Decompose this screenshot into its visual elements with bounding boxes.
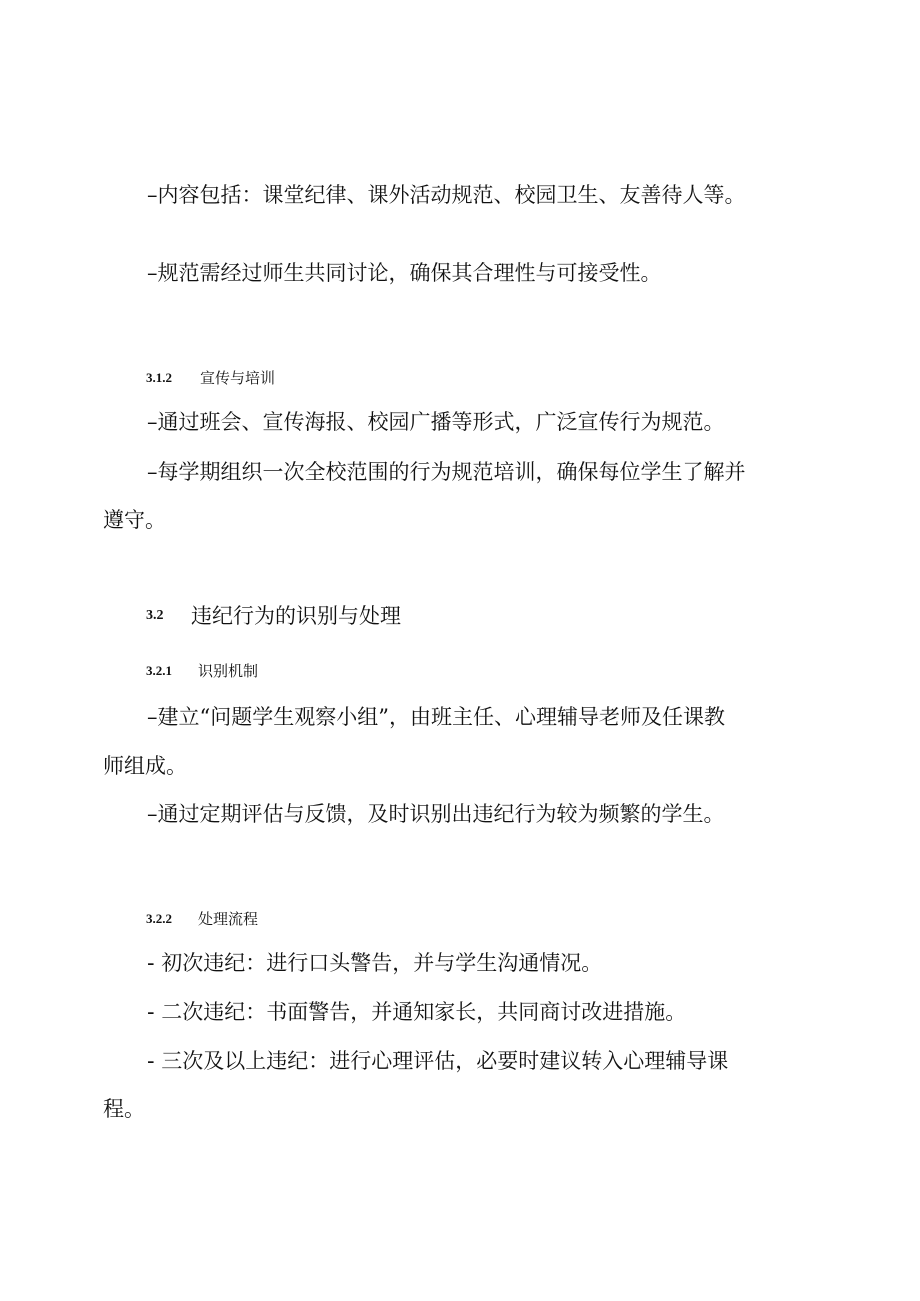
- step-third-violation-line1: [147, 1046, 728, 1076]
- section-title-3-2-1: 识别机制: [198, 662, 259, 680]
- step-first-label: - 初次违纪: [147, 951, 246, 975]
- step-second-text: ：书面警告，并通知家长，共同商讨改进措施。: [245, 1000, 687, 1024]
- step-first-violation: [147, 948, 602, 978]
- paragraph-publicity: –通过班会、宣传海报、校园广播等形式，广泛宣传行为规范。: [147, 410, 725, 434]
- step-third-label: - 三次及以上违纪: [147, 1049, 309, 1073]
- paragraph-content-list: –内容包括：课堂纪律、课外活动规范、校园卫生、友善待人等。: [147, 183, 746, 207]
- paragraph-observation-group-line2: 师组成。: [103, 754, 187, 778]
- paragraph-evaluation: –通过定期评估与反馈，及时识别出违纪行为较为频繁的学生。: [147, 802, 725, 826]
- step-third-violation-line2: 程。: [103, 1097, 145, 1121]
- section-number-3-2-2: 3.2.2: [146, 911, 172, 926]
- section-title-3-1-2: 宣传与培训: [200, 369, 276, 387]
- paragraph-training-line2: 遵守。: [103, 508, 166, 532]
- step-first-text: ：进行口头警告，并与学生沟通情况。: [245, 951, 603, 975]
- step-second-violation: [147, 997, 686, 1027]
- section-title-3-2-2: 处理流程: [198, 910, 259, 928]
- section-number-3-2-1: 3.2.1: [146, 663, 172, 678]
- paragraph-training-line1: –每学期组织一次全校范围的行为规范培训，确保每位学生了解并: [147, 460, 746, 484]
- section-title-3-2: 违纪行为的识别与处理: [191, 604, 401, 628]
- section-number-3-2: 3.2: [146, 608, 164, 623]
- paragraph-observation-group-line1: –建立“问题学生观察小组”，由班主任、心理辅导老师及任课教: [147, 705, 725, 729]
- step-third-text: ：进行心理评估，必要时建议转入心理辅导课: [308, 1049, 729, 1073]
- step-second-label: - 二次违纪: [147, 1000, 246, 1024]
- section-number-3-1-2: 3.1.2: [146, 370, 172, 385]
- paragraph-discussion: –规范需经过师生共同讨论，确保其合理性与可接受性。: [147, 261, 662, 285]
